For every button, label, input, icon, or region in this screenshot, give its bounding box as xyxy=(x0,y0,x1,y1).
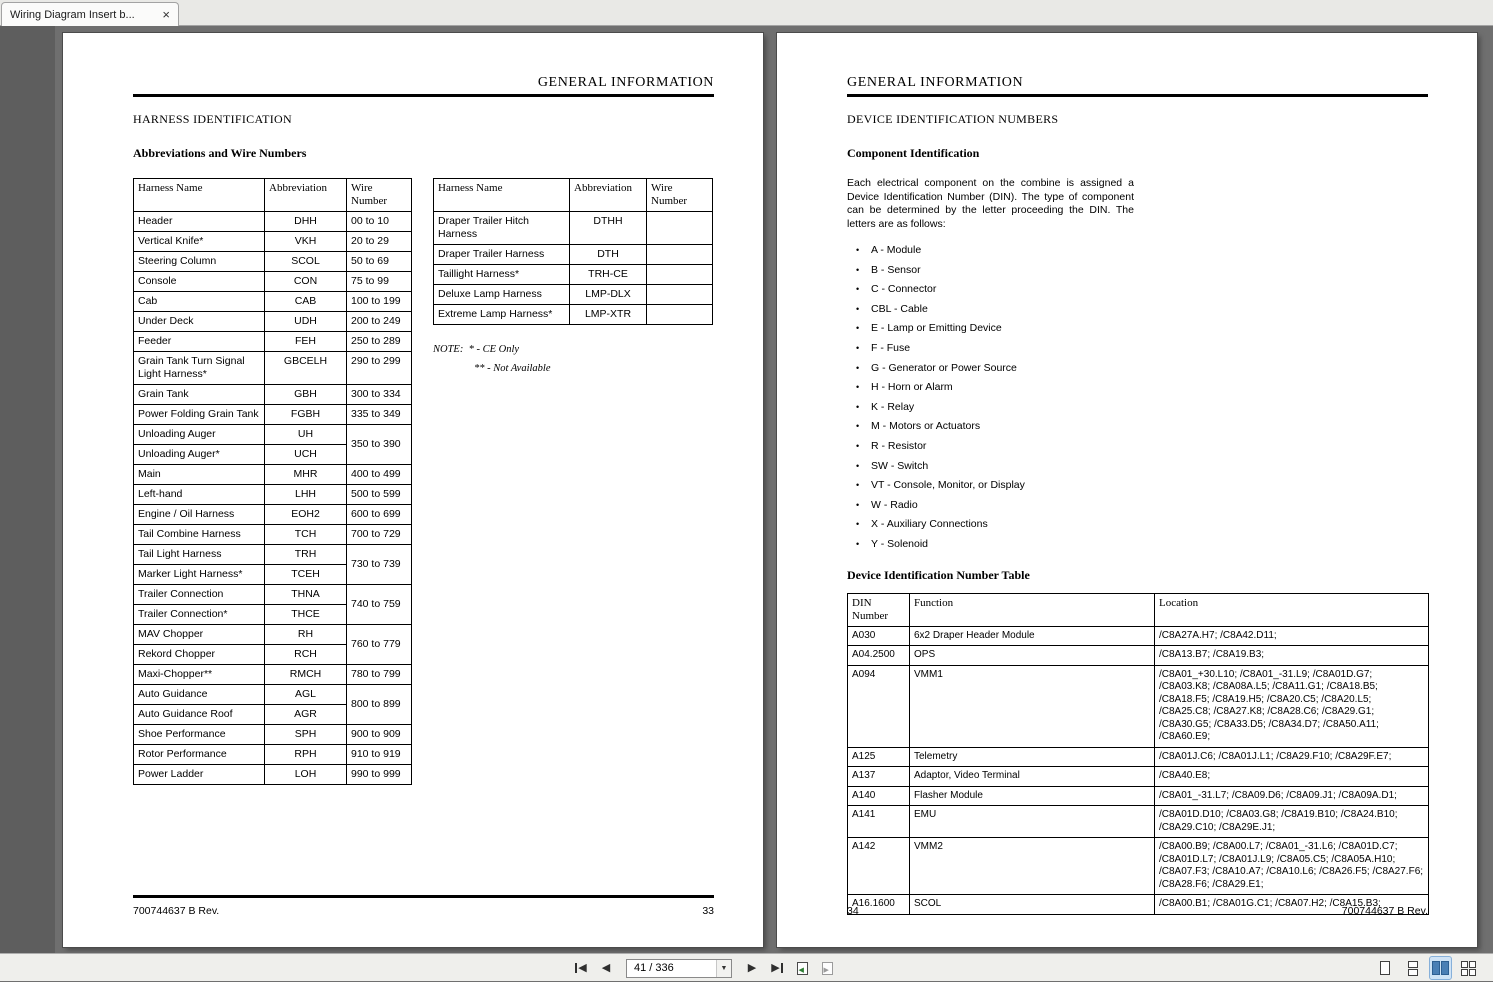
last-page-button[interactable] xyxy=(766,957,788,979)
previous-page-button[interactable] xyxy=(595,957,617,979)
table-row xyxy=(848,806,1429,838)
table-cell xyxy=(647,245,713,265)
page-title: GENERAL INFORMATION xyxy=(847,75,1024,90)
table-cell: /C8A01D.D10; /C8A03.G8; /C8A19.B10; /C8A24.B10; /C8A29.C10; /C8A29E.J1; xyxy=(1155,806,1429,838)
list-item xyxy=(847,437,1428,457)
bullet-icon: • xyxy=(856,401,860,412)
table-cell: DTH xyxy=(570,245,647,265)
column-header: Abbreviation xyxy=(265,179,347,212)
bullet-text: F - Fuse xyxy=(871,341,911,354)
table-cell: 500 to 599 xyxy=(347,485,412,505)
table-row xyxy=(848,626,1429,646)
continuous-view-button[interactable] xyxy=(1402,957,1423,979)
table-cell: CAB xyxy=(265,292,347,312)
document-page-left xyxy=(63,33,763,947)
table-cell: OPS xyxy=(910,646,1155,666)
last-page-icon-bar xyxy=(781,963,783,973)
table-cell: Grain Tank xyxy=(134,385,265,405)
table-cell: 6x2 Draper Header Module xyxy=(910,626,1155,646)
section-title: DEVICE IDENTIFICATION NUMBERS xyxy=(847,112,1059,126)
table-cell: Telemetry xyxy=(910,747,1155,767)
table-cell: Main xyxy=(134,465,265,485)
bullet-icon: • xyxy=(856,323,860,334)
table-cell: Unloading Auger xyxy=(134,425,265,445)
table-cell: A141 xyxy=(848,806,910,838)
table-row xyxy=(134,385,412,405)
table-cell: 20 to 29 xyxy=(347,232,412,252)
table-row xyxy=(134,425,412,445)
column-header: Harness Name xyxy=(434,179,570,212)
tab-title: Wiring Diagram Insert b... xyxy=(10,8,135,21)
table-cell: Rotor Performance xyxy=(134,745,265,765)
continuous-view-icon xyxy=(1408,961,1418,976)
table-cell: /C8A40.E8; xyxy=(1155,767,1429,787)
list-item xyxy=(847,319,1428,339)
table-cell: Under Deck xyxy=(134,312,265,332)
next-view-button[interactable] xyxy=(816,957,838,979)
table-cell: AGR xyxy=(265,705,347,725)
table-cell: 100 to 199 xyxy=(347,292,412,312)
table-cell: TRH xyxy=(265,545,347,565)
previous-page-icon: ◀ xyxy=(601,961,611,974)
table-row xyxy=(134,292,412,312)
table-cell: 350 to 390 xyxy=(347,425,412,465)
bullet-icon: • xyxy=(856,499,860,510)
table-cell: MAV Chopper xyxy=(134,625,265,645)
page-number: 34 xyxy=(847,905,859,917)
column-header: Wire Number xyxy=(347,179,412,212)
single-page-view-button[interactable] xyxy=(1374,957,1395,979)
list-item xyxy=(847,417,1428,437)
table-cell: Flasher Module xyxy=(910,786,1155,806)
table-cell: /C8A13.B7; /C8A19.B3; xyxy=(1155,646,1429,666)
table-row xyxy=(134,585,412,605)
table-cell xyxy=(647,212,713,245)
column-header: Harness Name xyxy=(134,179,265,212)
note-text-1: * - CE Only xyxy=(468,344,520,355)
note xyxy=(433,340,713,378)
table-cell: LMP-XTR xyxy=(570,305,647,325)
table-cell: MHR xyxy=(265,465,347,485)
bullet-text: R - Resistor xyxy=(871,439,927,452)
table-cell: Auto Guidance xyxy=(134,685,265,705)
table-cell: Extreme Lamp Harness* xyxy=(434,305,570,325)
bullet-icon: • xyxy=(856,303,860,314)
table-row xyxy=(848,747,1429,767)
table-cell: 300 to 334 xyxy=(347,385,412,405)
viewer-toolbar xyxy=(0,953,1493,981)
table-cell: 910 to 919 xyxy=(347,745,412,765)
table-cell: /C8A00.B9; /C8A00.L7; /C8A01_-31.L6; /C8A01D.C7; /C8A01D.L7; /C8A01J.L9; /C8A05.C5; /C8A05A.H10; /C8A07.F3; /C8A10.A7; /C8A10.L6; /C8A26.F5; /C8A27.F6; /C8A28.F6; /C8A29.E1; xyxy=(1155,838,1429,895)
header-rule xyxy=(133,94,714,97)
table-row xyxy=(134,725,412,745)
bullet-icon: • xyxy=(856,382,860,393)
column-header: Wire Number xyxy=(647,179,713,212)
table-cell: 700 to 729 xyxy=(347,525,412,545)
bullet-icon: • xyxy=(856,264,860,275)
table-row xyxy=(848,838,1429,895)
note-line-1 xyxy=(433,340,713,359)
table-cell: Tail Combine Harness xyxy=(134,525,265,545)
table-cell: Draper Trailer Hitch Harness xyxy=(434,212,570,245)
component-letter-list xyxy=(847,241,1428,555)
list-item xyxy=(847,359,1428,379)
table-cell: DHH xyxy=(265,212,347,232)
page-number-value[interactable]: 41 / 336 xyxy=(634,962,674,974)
next-page-button[interactable] xyxy=(741,957,763,979)
table-cell: Console xyxy=(134,272,265,292)
table-cell: SPH xyxy=(265,725,347,745)
header-rule xyxy=(847,94,1428,97)
table-cell: LHH xyxy=(265,485,347,505)
table-cell: Grain Tank Turn Signal Light Harness* xyxy=(134,352,265,385)
next-view-arrow-icon: ▶ xyxy=(823,966,829,974)
table-cell: UH xyxy=(265,425,347,445)
left-panel-strip xyxy=(0,26,55,953)
table-row xyxy=(848,767,1429,787)
table-cell: Vertical Knife* xyxy=(134,232,265,252)
table-cell: LMP-DLX xyxy=(570,285,647,305)
table-row xyxy=(848,646,1429,666)
table-cell: 740 to 759 xyxy=(347,585,412,625)
bullet-text: E - Lamp or Emitting Device xyxy=(871,322,1002,335)
table-row xyxy=(134,465,412,485)
table-cell: RH xyxy=(265,625,347,645)
table-cell: Feeder xyxy=(134,332,265,352)
din-table xyxy=(847,593,1429,915)
table-cell: A142 xyxy=(848,838,910,895)
table-cell: A140 xyxy=(848,786,910,806)
table-cell: Draper Trailer Harness xyxy=(434,245,570,265)
table-cell: 780 to 799 xyxy=(347,665,412,685)
bullet-icon: • xyxy=(856,421,860,432)
header-row xyxy=(434,179,713,212)
table-row xyxy=(134,272,412,292)
table-cell: 730 to 739 xyxy=(347,545,412,585)
last-page-icon: ▶ xyxy=(771,961,780,974)
intro-paragraph: Each electrical component on the combine is assigned a Device Identification Number (DIN). The type of component can be determined by the letter proceeding the DIN. The letters are as follows: xyxy=(847,177,1134,230)
table-row xyxy=(134,765,412,785)
table-row xyxy=(134,545,412,565)
page-footer xyxy=(847,905,1428,917)
table-cell: /C8A00.B1; /C8A01G.C1; /C8A07.H2; /C8A15.B3; xyxy=(1155,895,1429,915)
table-cell: UCH xyxy=(265,445,347,465)
table-cell: A125 xyxy=(848,747,910,767)
table-cell: 400 to 499 xyxy=(347,465,412,485)
table-row xyxy=(848,786,1429,806)
table-row xyxy=(134,232,412,252)
list-item xyxy=(847,280,1428,300)
table-cell xyxy=(647,305,713,325)
bullet-text: M - Motors or Actuators xyxy=(871,420,981,433)
bullet-icon: • xyxy=(856,362,860,373)
table-cell: 250 to 289 xyxy=(347,332,412,352)
column-header: Location xyxy=(1155,593,1429,626)
previous-view-button[interactable] xyxy=(791,957,813,979)
bullet-icon: • xyxy=(856,480,860,491)
list-item xyxy=(847,241,1428,261)
table-cell: Cab xyxy=(134,292,265,312)
table-row xyxy=(134,405,412,425)
table-cell: A16.1600 xyxy=(848,895,910,915)
table-cell: DTHH xyxy=(570,212,647,245)
table-cell: Tail Light Harness xyxy=(134,545,265,565)
table-cell: 50 to 69 xyxy=(347,252,412,272)
harness-abbreviation-table xyxy=(133,178,412,785)
table-cell: /C8A27A.H7; /C8A42.D11; xyxy=(1155,626,1429,646)
table-cell: 335 to 349 xyxy=(347,405,412,425)
table-cell: 600 to 699 xyxy=(347,505,412,525)
table-cell: EOH2 xyxy=(265,505,347,525)
bullet-icon: • xyxy=(856,245,860,255)
bullet-text: CBL - Cable xyxy=(871,302,928,315)
table-cell: TRH-CE xyxy=(570,265,647,285)
table-row xyxy=(134,625,412,645)
list-item xyxy=(847,339,1428,359)
table-cell: Adaptor, Video Terminal xyxy=(910,767,1155,787)
header-row xyxy=(848,593,1429,626)
table-cell: 00 to 10 xyxy=(347,212,412,232)
first-page-icon-arrow: ◀ xyxy=(578,961,587,974)
bullet-icon: • xyxy=(856,440,860,451)
table-cell xyxy=(647,285,713,305)
table-cell: 760 to 779 xyxy=(347,625,412,665)
two-page-continuous-view-button[interactable] xyxy=(1458,957,1479,979)
list-item xyxy=(847,300,1428,320)
bullet-icon: • xyxy=(856,342,860,353)
table-row xyxy=(848,665,1429,747)
table-cell: LOH xyxy=(265,765,347,785)
table-row xyxy=(134,352,412,385)
footer-rule xyxy=(133,895,714,898)
note-text-2: ** - Not Available xyxy=(474,363,551,374)
table-row xyxy=(134,252,412,272)
list-item xyxy=(847,398,1428,418)
table-cell: A030 xyxy=(848,626,910,646)
din-table-title: Device Identification Number Table xyxy=(847,567,1030,582)
two-page-continuous-view-icon xyxy=(1461,961,1476,976)
table-cell: Auto Guidance Roof xyxy=(134,705,265,725)
table-cell: Marker Light Harness* xyxy=(134,565,265,585)
column-header: Abbreviation xyxy=(570,179,647,212)
bullet-text: C - Connector xyxy=(871,283,937,296)
section-title: HARNESS IDENTIFICATION xyxy=(133,112,292,126)
table-row xyxy=(434,212,713,245)
table-cell: TCH xyxy=(265,525,347,545)
column-header: Function xyxy=(910,593,1155,626)
page-layout-controls xyxy=(1374,957,1479,979)
table-cell: THNA xyxy=(265,585,347,605)
table-cell: Left-hand xyxy=(134,485,265,505)
previous-view-icon xyxy=(797,962,808,975)
table-row xyxy=(134,745,412,765)
table-cell: RPH xyxy=(265,745,347,765)
two-page-view-button[interactable] xyxy=(1430,957,1451,979)
table-cell: AGL xyxy=(265,685,347,705)
note-label: NOTE: xyxy=(433,344,464,355)
table-cell: GBCELH xyxy=(265,352,347,385)
bullet-text: H - Horn or Alarm xyxy=(871,381,953,394)
table-cell: Rekord Chopper xyxy=(134,645,265,665)
bullet-icon: • xyxy=(856,538,860,549)
table-cell: SCOL xyxy=(265,252,347,272)
table-cell: Unloading Auger* xyxy=(134,445,265,465)
table-row xyxy=(134,485,412,505)
table-cell: THCE xyxy=(265,605,347,625)
bullet-text: VT - Console, Monitor, or Display xyxy=(871,479,1025,492)
bullet-text: K - Relay xyxy=(871,400,915,413)
bullet-icon: • xyxy=(856,460,860,471)
table-cell: Trailer Connection xyxy=(134,585,265,605)
table-cell: 290 to 299 xyxy=(347,352,412,385)
table-cell: FGBH xyxy=(265,405,347,425)
bullet-icon: • xyxy=(856,519,860,530)
column-header: DIN Number xyxy=(848,593,910,626)
first-page-button[interactable] xyxy=(570,957,592,979)
bullet-text: A - Module xyxy=(871,244,922,256)
document-page-right xyxy=(777,33,1477,947)
bullet-text: Y - Solenoid xyxy=(871,537,929,550)
table-cell: Trailer Connection* xyxy=(134,605,265,625)
two-page-view-icon xyxy=(1432,961,1440,975)
bullet-text: G - Generator or Power Source xyxy=(871,361,1017,374)
subsection-title: Abbreviations and Wire Numbers xyxy=(133,146,307,160)
table-cell: /C8A01J.C6; /C8A01J.L1; /C8A29.F10; /C8A29F.E7; xyxy=(1155,747,1429,767)
list-item xyxy=(847,476,1428,496)
single-page-view-icon xyxy=(1380,961,1390,975)
table-cell: RCH xyxy=(265,645,347,665)
table-row xyxy=(134,665,412,685)
list-item xyxy=(847,378,1428,398)
table-row xyxy=(434,285,713,305)
table-cell: GBH xyxy=(265,385,347,405)
table-cell: 800 to 899 xyxy=(347,685,412,725)
table-cell: FEH xyxy=(265,332,347,352)
table-cell: Steering Column xyxy=(134,252,265,272)
bullet-text: W - Radio xyxy=(871,498,918,511)
table-cell: 200 to 249 xyxy=(347,312,412,332)
table-row xyxy=(134,212,412,232)
bullet-text: X - Auxiliary Connections xyxy=(871,518,988,531)
table-cell: VMM2 xyxy=(910,838,1155,895)
table-cell: Maxi-Chopper** xyxy=(134,665,265,685)
two-page-view-icon-right xyxy=(1441,961,1449,975)
table-row xyxy=(434,265,713,285)
previous-view-arrow-icon: ◀ xyxy=(798,966,804,974)
table-cell: A04.2500 xyxy=(848,646,910,666)
table-cell: 75 to 99 xyxy=(347,272,412,292)
close-icon[interactable]: × xyxy=(162,7,170,22)
first-page-icon xyxy=(575,963,577,973)
list-item xyxy=(847,535,1428,555)
table-cell: VMM1 xyxy=(910,665,1155,747)
bullet-icon: • xyxy=(856,284,860,295)
table-row xyxy=(434,305,713,325)
page-footer xyxy=(133,895,714,917)
table-cell: /C8A01_+30.L10; /C8A01_-31.L9; /C8A01D.G7; /C8A03.K8; /C8A08A.L5; /C8A11.G1; /C8A18.B5; /C8A18.F5; /C8A19.H5; /C8A20.C5; /C8A20.L5; /C8A25.C8; /C8A27.K8; /C8A28.C6; /C8A29.G1; /C8A30.G5; /C8A33.D5; /C8A34.D7; /C8A50.A11; /C8A60.E9; xyxy=(1155,665,1429,747)
next-view-icon xyxy=(822,962,833,975)
table-cell: SCOL xyxy=(910,895,1155,915)
document-number: 700744637 B Rev. xyxy=(133,905,220,917)
table-cell xyxy=(647,265,713,285)
table-cell: CON xyxy=(265,272,347,292)
table-row xyxy=(134,312,412,332)
header-row xyxy=(134,179,412,212)
table-cell: UDH xyxy=(265,312,347,332)
table-cell: Taillight Harness* xyxy=(434,265,570,285)
table-cell: EMU xyxy=(910,806,1155,838)
table-cell: 990 to 999 xyxy=(347,765,412,785)
table-row xyxy=(134,525,412,545)
list-item xyxy=(847,496,1428,516)
table-cell: Power Ladder xyxy=(134,765,265,785)
next-page-icon: ▶ xyxy=(747,961,757,974)
table-cell: VKH xyxy=(265,232,347,252)
list-item xyxy=(847,261,1428,281)
bullet-text: B - Sensor xyxy=(871,263,921,276)
list-item xyxy=(847,457,1428,477)
table-row xyxy=(134,505,412,525)
table-cell: Shoe Performance xyxy=(134,725,265,745)
table-cell: RMCH xyxy=(265,665,347,685)
harness-abbreviation-table-2 xyxy=(433,178,713,325)
table-row xyxy=(434,245,713,265)
table-row xyxy=(134,332,412,352)
table-cell: 900 to 909 xyxy=(347,725,412,745)
list-item xyxy=(847,515,1428,535)
page-title: GENERAL INFORMATION xyxy=(537,75,714,90)
table-cell: A094 xyxy=(848,665,910,747)
dropdown-caret-icon[interactable]: ▼ xyxy=(716,960,731,977)
bullet-text: SW - Switch xyxy=(871,459,929,472)
table-cell: A137 xyxy=(848,767,910,787)
table-cell: /C8A01_-31.L7; /C8A09.D6; /C8A09.J1; /C8A09A.D1; xyxy=(1155,786,1429,806)
tab-bar xyxy=(0,0,1493,26)
document-number: 700744637 B Rev. xyxy=(1341,905,1428,917)
table-cell: TCEH xyxy=(265,565,347,585)
table-cell: Power Folding Grain Tank xyxy=(134,405,265,425)
table-cell: Deluxe Lamp Harness xyxy=(434,285,570,305)
table-cell: Header xyxy=(134,212,265,232)
table-row xyxy=(134,685,412,705)
subsection-title: Component Identification xyxy=(847,146,980,160)
page-number: 33 xyxy=(702,905,714,917)
table-cell: Engine / Oil Harness xyxy=(134,505,265,525)
page-number-combobox[interactable] xyxy=(626,959,732,978)
document-tab[interactable] xyxy=(1,2,179,26)
